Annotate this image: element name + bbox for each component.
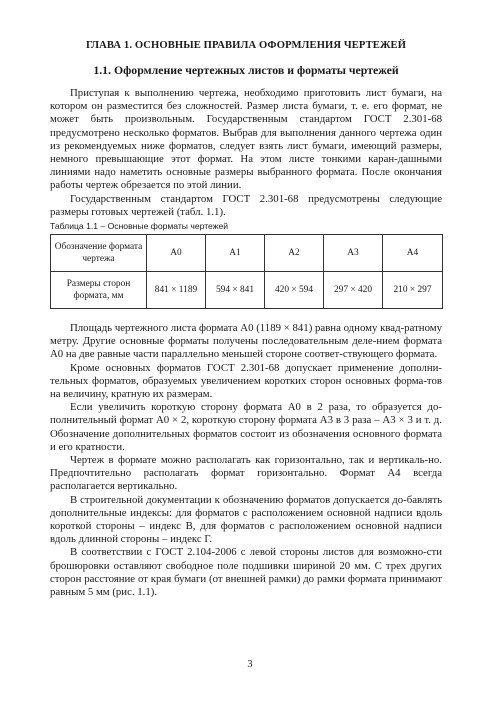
row-header-sizes: Размеры сторон формата, мм [51,272,147,309]
paragraph-a0-area: Площадь чертежного листа формата А0 (1189 × 841) равна одному квад-ратному метру. Другие основные форматы получены последовательным деле-нием формата А0 на две равные части параллельно меньшей стороне соответ-ствующего формата. [50,322,442,361]
paragraph-multiplicity: Если увеличить короткую сторону формата А0 в 2 раза, то образуется до-полнительный формат А0 × 2, короткую сторону формата А3 в 3 раза – А3 × 3 и т. д. Обозначение дополнительных форматов состоит из обозначения основного формата и его кратности. [50,401,442,453]
size-cell: 210 × 297 [383,272,443,309]
format-cell: А4 [383,235,443,272]
paragraph-margins: В соответствии с ГОСТ 2.104-2006 с левой стороны листов для возможно-сти брошюровки оставляют свободное поле подшивки шириной 20 мм. С трех других сторон расстояние от края бумаги (от внешней рамки) до рамки формата принимают равным 5 мм (рис. 1.1). [50,546,442,599]
document-page [50,40,442,599]
table-row [51,235,443,272]
format-cell: А3 [324,235,383,272]
format-cell: А1 [206,235,265,272]
format-cell: А0 [147,235,206,272]
format-cell: А2 [265,235,324,272]
size-cell: 594 × 841 [206,272,265,309]
size-cell: 297 × 420 [324,272,383,309]
table-caption: Таблица 1.1 – Основные форматы чертежей [50,221,229,232]
paragraph-intro: Приступая к выполнению чертежа, необходимо приготовить лист бумаги, на котором он разместится без сложностей. Размер листа бумаги, т. е. его формат, не может быть произвольным. Государственным стандартом ГОСТ 2.301-68 предусмотрено несколько форматов. Выбрав для выполнения данного чертежа один из рекомендуемых ниже форматов, следует взять лист бумаги, имеющий размеры, немного превышающие этот формат. На этом листе тонкими каран-дашными линиями надо наметить основные размеры выбранного формата. После окончания работы чертеж обрезается по этой линии. [50,87,442,192]
paragraph-indexes: В строительной документации к обозначению форматов допускается до-бавлять дополнительные индексы: для форматов с расположением основной надписи вдоль короткой стороны – индекс В, для форматов с расположением основной надписи вдоль длинной стороны – индекс Г. [50,493,442,546]
paragraph-extra-formats: Кроме основных форматов ГОСТ 2.301-68 допускает применение дополни-тельных форматов, образуемых увеличением коротких сторон основных форма-тов на величину, кратную их размерам. [50,361,442,401]
paragraph-orientation: Чертеж в формате можно располагать как горизонтально, так и вертикаль-но. Предпочтительно располагать формат горизонтально. Формат А4 всегда располагается вертикально. [50,454,442,493]
row-header-designation: Обозначение формата чертежа [51,235,147,272]
size-cell: 420 × 594 [265,272,324,309]
size-cell: 841 × 1189 [147,272,206,309]
formats-table [50,234,443,309]
page-number: 3 [247,659,253,670]
section-title: 1.1. Оформление чертежных листов и форматы чертежей [93,63,399,77]
paragraph-gost-sizes: Государственным стандартом ГОСТ 2.301-68 предусмотрены следующие размеры готовых чертежей (табл. 1.1). [50,192,442,218]
chapter-title: ГЛАВА 1. ОСНОВНЫЕ ПРАВИЛА ОФОРМЛЕНИЯ ЧЕРТЕЖЕЙ [85,40,407,51]
table-row [51,272,443,309]
